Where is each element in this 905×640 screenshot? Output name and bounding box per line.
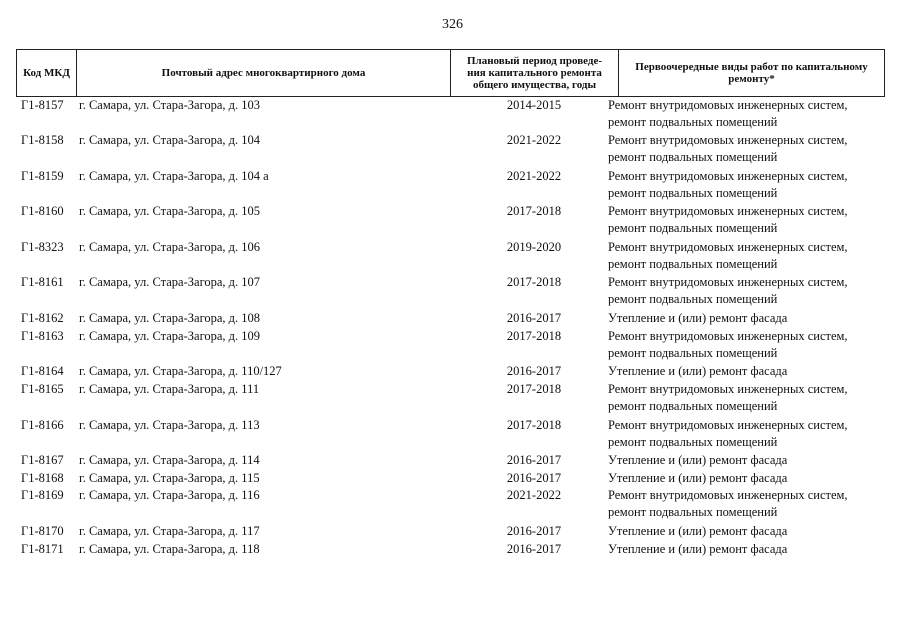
row-works-line: Утепление и (или) ремонт фасада [608, 542, 788, 556]
row-address: г. Самара, ул. Стара-Загора, д. 118 [79, 542, 260, 556]
row-code: Г1-8161 [21, 275, 64, 289]
header-address: Почтовый адрес многоквартирного дома [77, 50, 451, 96]
row-works [608, 203, 883, 237]
row-period: 2017-2018 [506, 275, 562, 289]
header-works-line: ремонту* [728, 73, 775, 85]
row-works-line: ремонт подвальных помещений [608, 115, 778, 129]
row-period: 2021-2022 [506, 169, 562, 183]
row-works [608, 417, 883, 451]
row-works [608, 452, 883, 469]
row-works-line: Утепление и (или) ремонт фасада [608, 364, 788, 378]
row-period: 2017-2018 [506, 204, 562, 218]
row-code: Г1-8167 [21, 453, 64, 467]
header-code: Код МКД [17, 50, 77, 96]
row-works-line: ремонт подвальных помещений [608, 435, 778, 449]
row-works-line: Ремонт внутридомовых инженерных систем, [608, 382, 848, 396]
row-works-line: ремонт подвальных помещений [608, 399, 778, 413]
row-works [608, 274, 883, 308]
row-code: Г1-8169 [21, 488, 64, 502]
row-code: Г1-8168 [21, 471, 64, 485]
row-works-line: Ремонт внутридомовых инженерных систем, [608, 169, 848, 183]
row-address: г. Самара, ул. Стара-Загора, д. 104 [79, 133, 261, 147]
row-period: 2017-2018 [506, 418, 562, 432]
row-works-line: Ремонт внутридомовых инженерных систем, [608, 275, 848, 289]
row-code: Г1-8159 [21, 169, 64, 183]
row-code: Г1-8163 [21, 329, 64, 343]
row-period: 2021-2022 [506, 488, 562, 502]
row-address: г. Самара, ул. Стара-Загора, д. 113 [79, 418, 260, 432]
row-works [608, 363, 883, 380]
row-period: 2016-2017 [506, 453, 562, 467]
row-works [608, 239, 883, 273]
row-address: г. Самара, ул. Стара-Загора, д. 103 [79, 98, 261, 112]
row-works-line: ремонт подвальных помещений [608, 150, 778, 164]
header-period-line: общего имущества, годы [472, 79, 597, 91]
row-works [608, 310, 883, 327]
row-code: Г1-8170 [21, 524, 64, 538]
row-works [608, 523, 883, 540]
row-period: 2021-2022 [506, 133, 562, 147]
row-address: г. Самара, ул. Стара-Загора, д. 114 [79, 453, 260, 467]
table-header [16, 49, 885, 97]
row-address: г. Самара, ул. Стара-Загора, д. 110/127 [79, 364, 282, 378]
row-address: г. Самара, ул. Стара-Загора, д. 116 [79, 488, 260, 502]
row-works-line: Ремонт внутридомовых инженерных систем, [608, 240, 848, 254]
row-works [608, 168, 883, 202]
row-period: 2014-2015 [506, 98, 562, 112]
row-works-line: ремонт подвальных помещений [608, 186, 778, 200]
row-works-line: Ремонт внутридомовых инженерных систем, [608, 98, 848, 112]
row-works-line: Ремонт внутридомовых инженерных систем, [608, 329, 848, 343]
row-period: 2016-2017 [506, 471, 562, 485]
row-works-line: Ремонт внутридомовых инженерных систем, [608, 488, 848, 502]
header-works [619, 50, 884, 96]
row-works-line: Ремонт внутридомовых инженерных систем, [608, 133, 848, 147]
row-address: г. Самара, ул. Стара-Загора, д. 109 [79, 329, 261, 343]
row-address: г. Самара, ул. Стара-Загора, д. 106 [79, 240, 261, 254]
row-code: Г1-8166 [21, 418, 64, 432]
row-address: г. Самара, ул. Стара-Загора, д. 105 [79, 204, 261, 218]
row-works-line: ремонт подвальных помещений [608, 257, 778, 271]
row-works-line: Ремонт внутридомовых инженерных систем, [608, 418, 848, 432]
row-period: 2019-2020 [506, 240, 562, 254]
row-works [608, 541, 883, 558]
row-code: Г1-8164 [21, 364, 64, 378]
row-code: Г1-8158 [21, 133, 64, 147]
row-works [608, 381, 883, 415]
row-address: г. Самара, ул. Стара-Загора, д. 108 [79, 311, 261, 325]
header-period-line: ния капитального ремонта [467, 67, 602, 79]
row-address: г. Самара, ул. Стара-Загора, д. 117 [79, 524, 260, 538]
row-code: Г1-8162 [21, 311, 64, 325]
row-works [608, 328, 883, 362]
row-period: 2017-2018 [506, 382, 562, 396]
header-period [451, 50, 619, 96]
row-period: 2016-2017 [506, 542, 562, 556]
row-code: Г1-8323 [21, 240, 64, 254]
row-address: г. Самара, ул. Стара-Загора, д. 111 [79, 382, 260, 396]
row-works-line: ремонт подвальных помещений [608, 221, 778, 235]
row-code: Г1-8171 [21, 542, 64, 556]
row-address: г. Самара, ул. Стара-Загора, д. 107 [79, 275, 261, 289]
row-works-line: Утепление и (или) ремонт фасада [608, 453, 788, 467]
row-address: г. Самара, ул. Стара-Загора, д. 104 а [79, 169, 269, 183]
row-works-line: ремонт подвальных помещений [608, 292, 778, 306]
header-period-line: Плановый период проведе- [466, 55, 603, 67]
row-address: г. Самара, ул. Стара-Загора, д. 115 [79, 471, 260, 485]
row-works-line: ремонт подвальных помещений [608, 346, 778, 360]
row-works-line: ремонт подвальных помещений [608, 505, 778, 519]
row-works-line: Утепление и (или) ремонт фасада [608, 471, 788, 485]
row-code: Г1-8165 [21, 382, 64, 396]
row-works [608, 132, 883, 166]
row-works-line: Утепление и (или) ремонт фасада [608, 311, 788, 325]
page-number: 326 [442, 17, 463, 32]
row-code: Г1-8157 [21, 98, 64, 112]
row-works [608, 470, 883, 487]
row-works [608, 97, 883, 131]
row-works [608, 487, 883, 521]
row-period: 2016-2017 [506, 364, 562, 378]
header-works-line: Первоочередные виды работ по капитальному [635, 61, 868, 73]
row-works-line: Утепление и (или) ремонт фасада [608, 524, 788, 538]
row-code: Г1-8160 [21, 204, 64, 218]
row-works-line: Ремонт внутридомовых инженерных систем, [608, 204, 848, 218]
row-period: 2016-2017 [506, 524, 562, 538]
row-period: 2017-2018 [506, 329, 562, 343]
row-period: 2016-2017 [506, 311, 562, 325]
